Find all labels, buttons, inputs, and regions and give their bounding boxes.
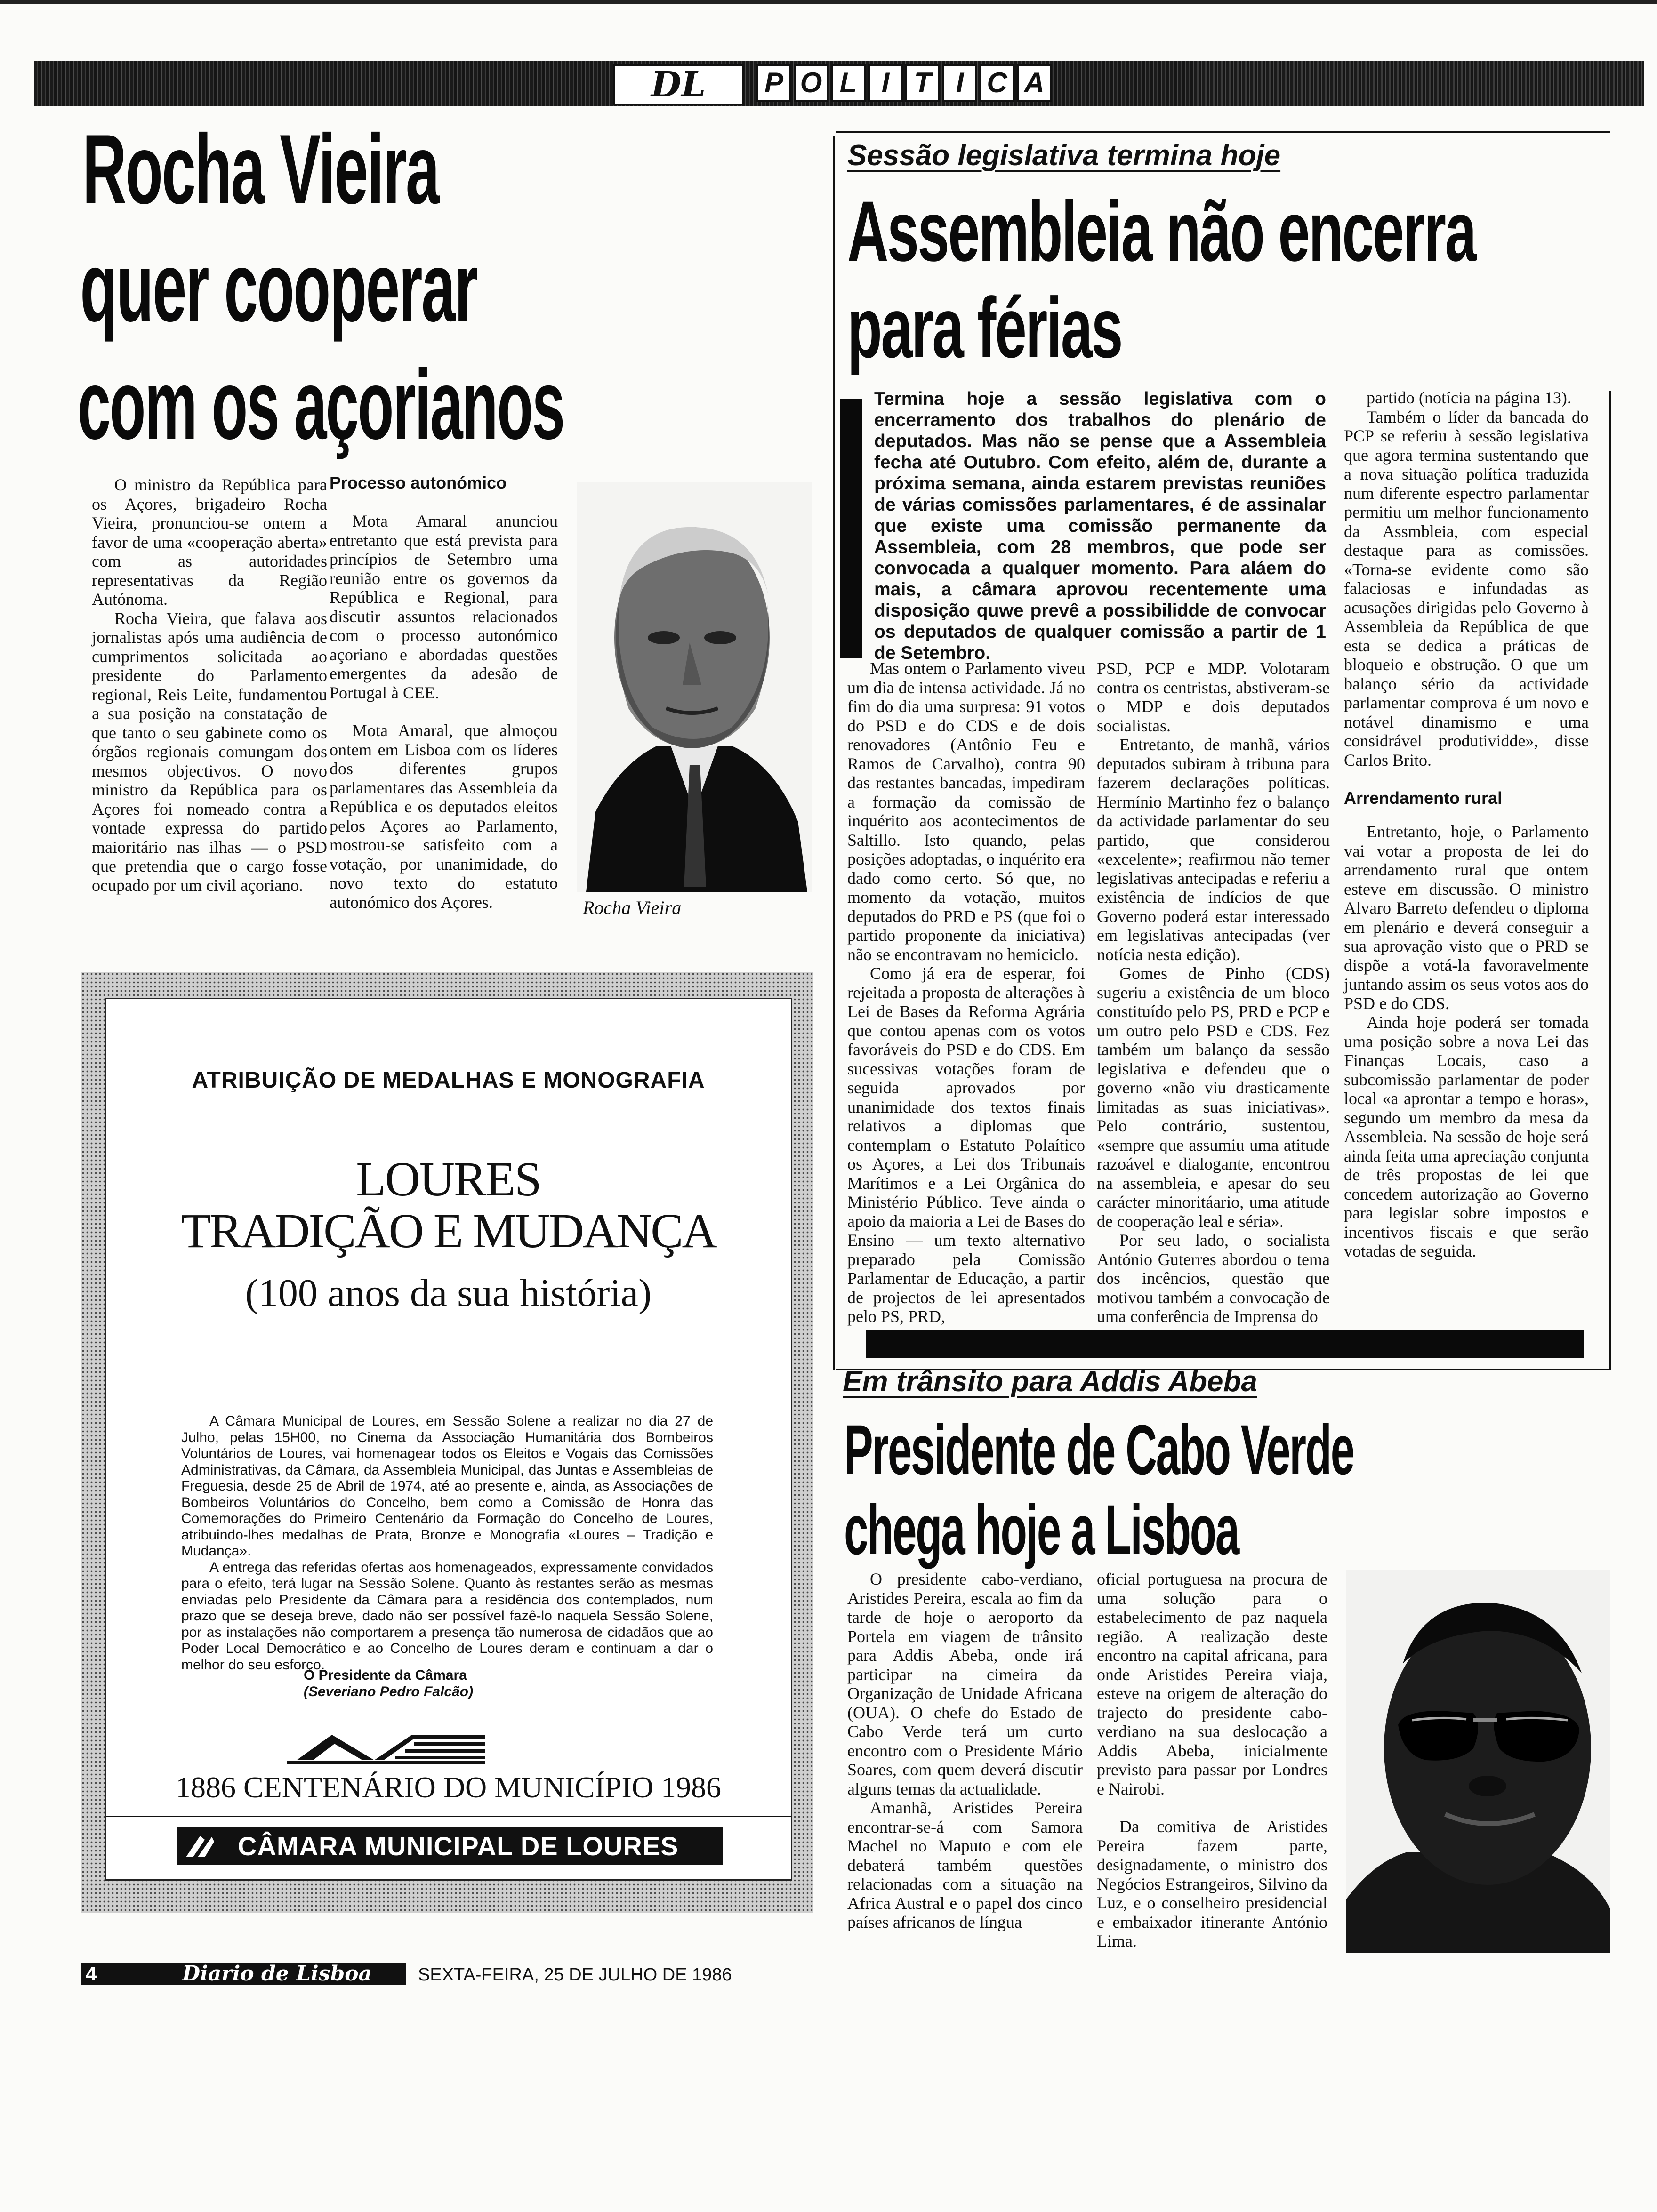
article2-column-2	[1097, 659, 1330, 1326]
article3-paragraph: Amanhã, Aristides Pereira encontrar-se-á com Samora Machel no Maputo e com ele debaterá também questões relacionadas com a situação na Africa Austral e o papel dos cinco países africanos de língua	[847, 1798, 1083, 1931]
paper-name: Diario de Lisboa	[182, 1962, 372, 1986]
camara-bar	[177, 1827, 723, 1865]
camara-name: CÂMARA MUNICIPAL DE LOURES	[238, 1831, 679, 1861]
article3-headline-line2: chega hoje a Lisboa	[844, 1490, 1239, 1569]
article2-lead: Termina hoje a sessão legislativa com o encerramento dos trabalhos do plenário de deputados. Mas não se pense que a Assembleia fecha até Outubro. Com efeito, além de, durante a próxima semana, ainda estarem previstas reuniões de várias comissões parlamentares, é de assinalar que existe uma comissão permanente da Assembleia, com 28 membros, que pode ser convocada a qualquer momento. Para aláem do mais, a câmara aprovou recentemente uma disposição quwe prevê a possibilidde de convocar os deputados de qualquer comissão a partir de 1 de Setembro.	[874, 389, 1326, 663]
section-letter: P	[756, 64, 791, 102]
rule	[106, 1816, 791, 1817]
ad-paragraph: A entrega das referidas ofertas aos homenageados, expressamente convidados para o efeito, terá lugar na Sessão Solene. Quanto às restantes serão as mesmas enviadas pelo Presidente da Câmara para a residência dos contemplados, num prazo que se deseja breve, dado não ser possível fazê-lo naquela Sessão Solene, por as instalações não comportarem a presença tão numerosa de cidadãos que ao Poder Local Democrático e ao Concelho de Loures deram e continuam a dar o melhor do seu esforço.	[181, 1559, 713, 1673]
ad-signer-name: (Severiano Pedro Falcão)	[304, 1684, 474, 1699]
ad-panel	[105, 998, 792, 1881]
article1-headline-line3: com os açorianos	[78, 349, 564, 460]
section-masthead	[34, 61, 1644, 106]
advertisement	[81, 972, 813, 1913]
article2-subhead: Arrendamento rural	[1344, 788, 1503, 808]
article2-paragraph: Gomes de Pinho (CDS) sugeriu a existência de um bloco constituído pelo PS, PRD e PCP e um outro pelo PSD e CDS. Fez também um balanço da sessão legislativa e defendeu que o governo «não viu drasticamente limitadas as suas iniciativas». Pelo contrário, sustentou, «sempre que assumiu uma atitude razoável e dialogante, encontrou na assembleia, e apesar do seu carácter minoritáario, uma atitude de cooperação leal e séria».	[1097, 964, 1330, 1231]
article2-paragraph: Também o líder da bancada do PCP se referiu à sessão legislativa que agora termina sustentando que a nova situação política traduzida num diferente espectro parlamentar permitiu um melhor funcionamento da Assmbleia, com especial destaque para as comissões. «Torna-se evidente como são falaciosas e infundadas as acusações dirigidas pelo Governo à Assembleia da República de que esta se dedica a práticas de bloqueio e obstrução. O que um balanço sério da actividade parlamentar comprova é um novo e notável dinamismo e uma considrável produtividde», disse Carlos Brito.	[1344, 407, 1589, 769]
camara-logo-icon	[184, 1831, 217, 1861]
article2-bottom-bar	[866, 1330, 1584, 1358]
ad-title: ATRIBUIÇÃO DE MEDALHAS E MONOGRAFIA	[192, 1068, 705, 1093]
article1-subhead: Processo autonómico	[330, 473, 507, 492]
section-letter: L	[831, 64, 866, 102]
centenary-line: 1886 CENTENÁRIO DO MUNICÍPIO 1986	[175, 1771, 722, 1804]
article1-headline-line1: Rocha Vieira	[82, 114, 439, 224]
article2-headline-line1: Assembleia não encerra	[847, 183, 1476, 279]
article1-headline-line2: quer cooperar	[80, 232, 477, 342]
article3-column-1	[847, 1570, 1083, 1932]
article1-column-1	[92, 475, 327, 895]
issue-date: SEXTA-FEIRA, 25 DE JULHO DE 1986	[418, 1965, 732, 1985]
article2-paragraph: Por seu lado, o socialista António Guterres abordou o tema dos incêncios, questão que motivou também a convocação de uma conferência de Imprensa do	[1097, 1231, 1330, 1326]
article2-paragraph: partido (notícia na página 13).	[1367, 388, 1571, 407]
article1-column-2	[330, 473, 558, 912]
article2-paragraph: Entretanto, hoje, o Parlamento vai votar a proposta de lei do arrendamento rural que ontem esteve em discussão. O ministro Alvaro Barreto defendeu o diploma em plenário e deverá conseguir a sua aprovação visto que o PRD se dispõe a votá-la favoravelmente juntando assim os seus votos aos do PSD e do CDS.	[1344, 822, 1589, 1013]
article3-column-2	[1097, 1570, 1327, 1951]
article2-headline-line2: para férias	[847, 280, 1122, 376]
article2-column-3	[1344, 388, 1589, 1261]
section-letter: T	[905, 64, 940, 102]
section-letter: I	[868, 64, 903, 102]
article2-paragraph: Entretanto, de manhã, vários deputados subiram à tribuna para fazerem declarações políticas. Hermínio Martinho fez o balanço da actividade parlamentar do seu partido, que considerou «excelente»; reafirmou não temer legislativas antecipadas e referiu a existência de indícios de que Governo poderá estar interessado em legislativas antecipadas (ver notícia nesta edição).	[1097, 735, 1330, 964]
section-letter: A	[1017, 64, 1052, 102]
page-number: 4	[86, 1963, 97, 1985]
ad-signer: O Presidente da Câmara	[304, 1667, 467, 1683]
article2-paragraph: Mas ontem o Parlamento viveu um dia de intensa actividade. Já no fim do dia uma surpresa: 91 votos do PSD e do CDS e de dois renovadores (Antônio Feu e Ramos de Carvalho), contra 90 das restantes bancadas, impediram a formação da comissão de inquérito aos acontecimentos de Saltillo. Isto quando, pelas posições adoptadas, o inquérito era dado como certo. Só que, no momento da votação, muitos deputados do PRD e PS (que foi o partido proponente da iniciativa) não se encontravam no hemiciclo.	[847, 659, 1085, 964]
section-letter: C	[980, 64, 1014, 102]
rocha-vieira-photo	[577, 482, 812, 892]
article3-paragraph: Da comitiva de Aristides Pereira fazem parte, designadamente, o ministro dos Negócios Estrangeiros, Silvino da Luz, e o conselheiro presidencial e embaixador itinerante António Lima.	[1097, 1817, 1327, 1950]
rule	[836, 131, 1610, 133]
article2-paragraph: PSD, PCP e MDP. Volotaram contra os centristas, abstiveram-se o MDP e dois deputados socialistas.	[1097, 659, 1330, 735]
article2-paragraph: Como já era de esperar, foi rejeitada a proposta de alterações à Lei de Bases da Reforma Agrária que contou apenas com os votos favoráveis do PSD e do CDS. Em sucessivas votações foram de seguida aprovados por unanimidade dos textos finais relativos a diplomas que contemplam o Estatuto Polaítico os Açores, a Lei dos Tribunais Marítimos e a Lei Orgânica do Ministério Público. Teve ainda o apoio da maioria a Lei de Bases do Ensino — um texto alternativo preparado pela Comissão Parlamentar de Educação, a partir de projectos de lei apresentados pelo PS, PRD,	[847, 964, 1085, 1326]
section-letter: I	[942, 64, 977, 102]
article1-paragraph: O ministro da República para os Açores, brigadeiro Rocha Vieira, pronunciou-se ontem a favor de uma «cooperação aberta» com as autoridades representativas da Região Autónoma.	[92, 475, 327, 609]
column-rule	[833, 136, 835, 1370]
article2-column-1	[847, 659, 1085, 1326]
article3-paragraph: oficial portuguesa na procura de uma solução para o estabelecimento de paz naquela região. A realização deste encontro na capital africana, para onde Aristides Pereira viaja, esteve na origem de alteração do trajecto do presidente cabo-verdiano na sua deslocação a Addis Abeba, inicialmente previsto para passar por Londres e Nairobi.	[1097, 1570, 1327, 1798]
article3-headline-line1: Presidente de Cabo Verde	[844, 1410, 1354, 1489]
footer-bar	[81, 1963, 406, 1985]
article1-paragraph: Mota Amaral, que almoçou ontem em Lisboa com os líderes dos diferentes grupos parlamentares das Assembleia da República e os deputados eleitos pelos Açores ao Parlamento, mostrou-se satisfeito com a votação, por unanimidade, do novo texto do estatuto autonómico dos Açores.	[330, 721, 558, 912]
page-top-rule	[0, 0, 1657, 4]
column-rule	[1609, 391, 1611, 1370]
article1-paragraph: Mota Amaral anunciou entretanto que está prevista para princípios de Setembro uma reunião entre os governos da República e Regional, para discutir assuntos relacionados com o processo autonómico açoriano e abordadas questões emergentes da adesão de Portugal à CEE.	[330, 512, 558, 702]
ad-headline-loures: LOURES	[356, 1152, 541, 1206]
ad-subheadline: (100 anos da sua história)	[245, 1271, 652, 1315]
article1-paragraph: Rocha Vieira, que falava aos jornalistas após uma audiência de cumprimentos solicitada ao presidente do Parlamento regional, Reis Leite, fundamentou a sua posição na constatação de que tanto o seu gabinete como os órgãos regionais comungam dos mesmos objectivos. O novo ministro da República para os Açores foi nomeado contra a vontade expressa do partido maioritário nas ilhas — o PSD que pretendia que o cargo fosse ocupado por um civil açoriano.	[92, 609, 327, 895]
article2-paragraph: Ainda hoje poderá ser tomada uma posição sobre a nova Lei das Finanças Locais, caso a subcomissão parlamentar de poder local «a aprontar a tempo e horas», segundo um membro da mesa da Assembleia. Na sessão de hoje será ainda feita uma apreciação conjunta de três propostas de lei que concedem autorização ao Governo para legislar sobre impostos e incentivos fiscais e que serão votadas de seguida.	[1344, 1013, 1589, 1260]
photo-caption: Rocha Vieira	[583, 897, 682, 918]
dl-logo: DL	[613, 64, 744, 105]
ad-paragraph: A Câmara Municipal de Loures, em Sessão Solene a realizar no dia 27 de Julho, pelas 15H00, no Cinema da Associação Humanitária dos Bombeiros Voluntários de Loures, vai homenagear todos os Eleitos e Vogais das Comissões Administrativas, da Câmara, da Assembleia Municipal, das Juntas e Assembleias de Freguesia, desde 25 de Abril de 1974, até ao presente e, ainda, as Associações de Bombeiros Voluntários do Concelho, bem como a Comissão de Honra das Comemorações do Primeiro Centenário da Formação do Concelho de Loures, atribuindo-lhes medalhas de Prata, Bronze e Monografia «Loures – Tradição e Mudança».	[181, 1413, 713, 1559]
municipio-logo	[287, 1731, 485, 1769]
article3-paragraph: O presidente cabo-verdiano, Aristides Pereira, escala ao fim da tarde de hoje o aeroporto da Portela em viagem de trânsito para Addis Abeba, onde irá participar na cimeira da Organização de Unidade Africana (OUA). O chefe do Estado de Cabo Verde terá um curto encontro com o Presidente Mário Soares, com quem deverá discutir alguns temas da actualidade.	[847, 1570, 1083, 1798]
ad-body	[181, 1413, 713, 1673]
article3-kicker: Em trânsito para Addis Abeba	[843, 1365, 1257, 1398]
aristides-pereira-photo	[1346, 1570, 1610, 1953]
section-title	[756, 64, 1054, 102]
section-letter: O	[794, 64, 828, 102]
ad-headline-tradicao: TRADIÇÃO E MUDANÇA	[181, 1204, 716, 1258]
article2-kicker: Sessão legislativa termina hoje	[847, 139, 1281, 172]
lead-bar	[840, 399, 862, 658]
